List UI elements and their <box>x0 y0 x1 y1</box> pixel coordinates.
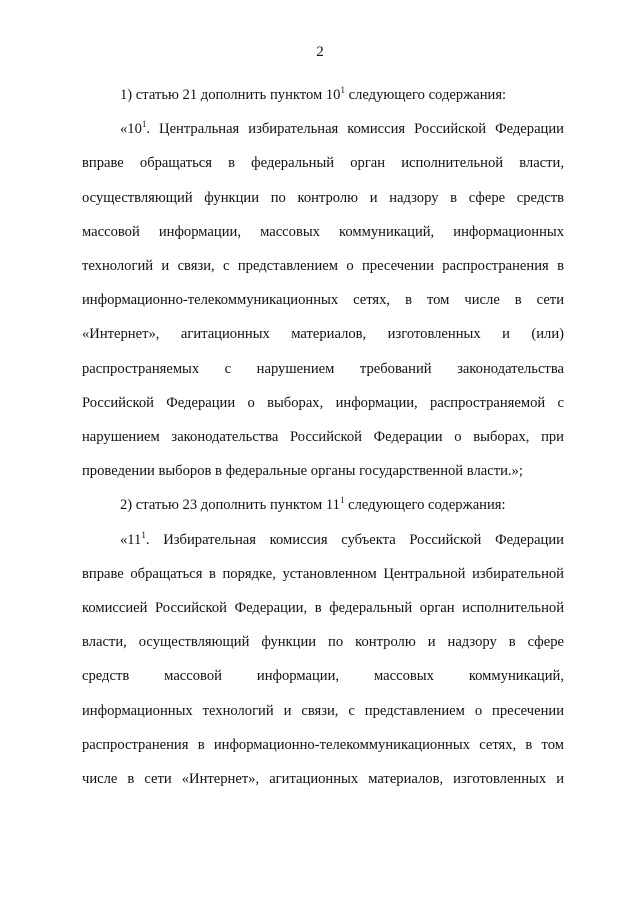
item-2-heading <box>82 488 564 522</box>
quote-1-superscript: 1 <box>141 119 147 130</box>
quote-1-line: Российской Федерации о выборах, информации, распространяемой с <box>82 394 564 411</box>
quote-1-line: проведении выборов в федеральные органы государственной власти.»; <box>82 463 523 480</box>
quote-1-line: нарушением законодательства Российской Федерации о выборах, при <box>82 429 564 446</box>
quote-2-line: средств массовой информации, массовых коммуникаций, <box>82 668 564 685</box>
item-2-text: 2) статью 23 дополнить пунктом 11 <box>120 497 340 514</box>
quote-1-line: распространяемых с нарушением требований законодательства <box>82 360 564 377</box>
quote-2-number: «11 <box>120 531 142 548</box>
item-1-superscript: 1 <box>340 85 345 95</box>
item-1-heading <box>82 78 564 112</box>
quote-1-line: «Интернет», агитационных материалов, изготовленных и (или) <box>82 326 564 343</box>
quote-2-line <box>82 523 564 557</box>
quote-2-line: вправе обращаться в порядке, установленном Центральной избирательной <box>82 565 564 582</box>
quote-2-superscript: 1 <box>141 529 146 540</box>
quote-1-line: технологий и связи, с представлением о пресечении распространения в <box>82 258 564 275</box>
item-1-text-end: следующего содержания: <box>344 87 507 103</box>
quote-1-line: информационно-телекоммуникационных сетях, в том числе в сети <box>82 292 564 309</box>
document-body <box>82 78 564 796</box>
quote-2-line: информационных технологий и связи, с представлением о пресечении <box>82 702 564 719</box>
quote-2-line: числе в сети «Интернет», агитационных материалов, изготовленных и <box>82 771 564 788</box>
quote-2-line: комиссией Российской Федерации, в федеральный орган исполнительной <box>82 600 564 617</box>
quote-2-line: распространения в информационно-телекоммуникационных сетях, в том <box>82 736 564 753</box>
page-number: 2 <box>316 44 324 60</box>
quote-1-line: осуществляющий функции по контролю и надзору в сфере средств <box>82 189 564 206</box>
quote-1-line <box>82 112 564 146</box>
quote-2-text: . Избирательная комиссия субъекта Российской Федерации <box>145 531 564 548</box>
item-2-superscript: 1 <box>339 495 345 506</box>
quote-1-line: вправе обращаться в федеральный орган исполнительной власти, <box>82 155 564 172</box>
item-2-text-end: следующего содержания: <box>344 497 506 514</box>
quote-2-line: власти, осуществляющий функции по контролю и надзору в сфере <box>82 634 564 651</box>
item-1-text: 1) статью 21 дополнить пунктом 10 <box>120 87 341 103</box>
quote-1-number: «10 <box>120 121 142 138</box>
quote-1-text: . Центральная избирательная комиссия Российской Федерации <box>146 121 564 138</box>
quote-1-line: массовой информации, массовых коммуникаций, информационных <box>82 223 564 240</box>
